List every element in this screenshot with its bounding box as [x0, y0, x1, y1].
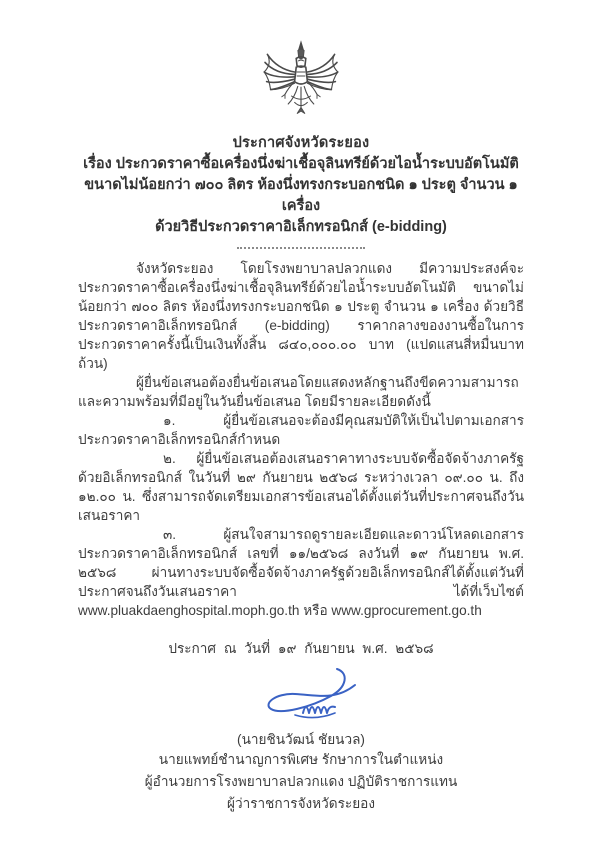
condition-item-2: ๒. ผู้ยื่นข้อเสนอต้องเสนอราคาทางระบบจัดซื้อจัดจ้างภาครัฐด้วยอิเล็กทรอนิกส์ ในวันที่ ๒๙ กันยายน ๒๕๖๘ ระหว่างเวลา ๐๙.๐๐ น. ถึง ๑๒.๐๐ น. ซึ่งสามารถจัดเตรียมเอกสารข้อเสนอได้ตั้งแต่วันที่ประกาศจนถึงวันเสนอราคา — [78, 451, 524, 523]
announcement-title: ประกาศจังหวัดระยอง — [232, 135, 370, 151]
signer-title-line-3: ผู้ว่าราชการจังหวัดระยอง — [227, 796, 375, 811]
body-paragraph-2: ผู้ยื่นข้อเสนอต้องยื่นข้อเสนอโดยแสดงหลักฐานถึงขีดความสามารถและความพร้อมที่มีอยู่ในวันยื่นข้อเสนอ โดยมีรายละเอียดดังนี้ — [78, 375, 519, 409]
announce-date-line: ประกาศ ณ วันที่ ๑๙ กันยายน พ.ศ. ๒๕๖๘ — [168, 641, 434, 656]
signer-title-block — [78, 749, 524, 815]
body-paragraph-1: จังหวัดระยอง โดยโรงพยาบาลปลวกแดง มีความประสงค์จะประกวดราคาซื้อเครื่องนึ่งฆ่าเชื้อจุลินทรีย์ด้วยไอน้ำระบบอัตโนมัติ ขนาดไม่น้อยกว่า ๗๐๐ ลิตร ห้องนึ่งทรงกระบอกชนิด ๑ ประตู จำนวน ๑ เครื่อง ด้วยวิธีประกวดราคาอิเล็กทรอนิกส์ (e-bidding) ราคากลางของงานซื้อในการประกวดราคาครั้งนี้เป็นเงินทั้งสิ้น ๘๔๐,๐๐๐.๐๐ บาท (แปดแสนสี่หมื่นบาทถ้วน) — [78, 261, 524, 371]
subject-line-3: ด้วยวิธีประกวดราคาอิเล็กทรอนิกส์ (e-bidding) — [155, 219, 447, 235]
garuda-emblem-container — [78, 40, 524, 129]
document-body — [78, 259, 524, 620]
dotted-divider — [237, 247, 365, 249]
signature-block — [78, 663, 524, 730]
subject-line-1: เรื่อง ประกวดราคาซื้อเครื่องนึ่งฆ่าเชื้อจุลินทรีย์ด้วยไอน้ำระบบอัตโนมัติ — [83, 156, 519, 172]
signer-title-line-2: ผู้อำนวยการโรงพยาบาลปลวกแดง ปฏิบัติราชการแทน — [144, 774, 458, 789]
condition-item-1: ๑. ผู้ยื่นข้อเสนอจะต้องมีคุณสมบัติให้เป็นไปตามเอกสารประกวดราคาอิเล็กทรอนิกส์กำหนด — [78, 413, 524, 447]
handwritten-signature — [251, 663, 369, 725]
signer-title-line-1: นายแพทย์ชำนาญการพิเศษ รักษาการในตำแหน่ง — [158, 752, 444, 767]
garuda-emblem-icon — [261, 40, 341, 124]
condition-item-3: ๓. ผู้สนใจสามารถดูรายละเอียดและดาวน์โหลดเอกสารประกวดราคาอิเล็กทรอนิกส์ เลขที่ ๑๑/๒๕๖๘ ลงวันที่ ๑๙ กันยายน พ.ศ. ๒๕๖๘ ผ่านทางระบบจัดซื้อจัดจ้างภาครัฐด้วยอิเล็กทรอนิกส์ได้ตั้งแต่วันที่ประกาศจนถึงวันเสนอราคา ได้ที่เว็บไซต์ www.pluakdaenghospital.moph.go.th หรือ www.gprocurement.go.th — [78, 527, 524, 618]
subject-line-2: ขนาดไม่น้อยกว่า ๗๐๐ ลิตร ห้องนึ่งทรงกระบอกชนิด ๑ ประตู จำนวน ๑ เครื่อง — [84, 177, 518, 214]
signer-name: (นายชินวัฒน์ ชัยนวล) — [237, 732, 365, 747]
document-header — [78, 133, 524, 238]
